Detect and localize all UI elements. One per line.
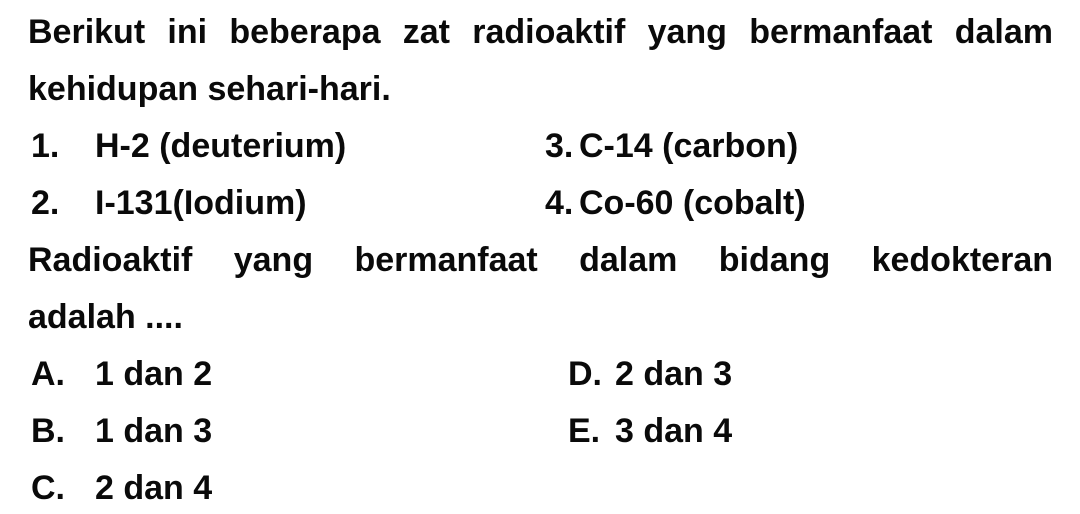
option-row-b-e — [28, 403, 1053, 460]
isotope-label-3: C-14 (carbon) — [579, 127, 799, 165]
isotope-number-1: 1. — [31, 127, 60, 165]
option-text-a: 1 dan 2 — [95, 355, 213, 393]
option-letter-c: C. — [31, 469, 65, 507]
isotope-number-4: 4. — [545, 184, 574, 222]
question-line-1: Radioaktif yang bermanfaat dalam bidang kedokteran — [28, 241, 1053, 279]
option-letter-d: D. — [568, 355, 602, 393]
question-line-2: adalah .... — [28, 298, 183, 336]
option-row-a-d — [28, 346, 1053, 403]
isotope-row-2 — [28, 175, 1053, 232]
option-text-e: 3 dan 4 — [615, 412, 733, 450]
option-text-b: 1 dan 3 — [95, 412, 213, 450]
isotope-label-4: Co-60 (cobalt) — [579, 184, 806, 222]
intro-line-2: kehidupan sehari-hari. — [28, 70, 391, 108]
isotope-number-2: 2. — [31, 184, 60, 222]
option-letter-a: A. — [31, 355, 65, 393]
isotope-label-1: H-2 (deuterium) — [95, 127, 347, 165]
option-letter-b: B. — [31, 412, 65, 450]
option-row-c — [28, 460, 1053, 514]
option-letter-e: E. — [568, 412, 601, 450]
isotope-label-2: I-131(Iodium) — [95, 184, 307, 222]
isotope-row-1 — [28, 118, 1053, 175]
option-text-d: 2 dan 3 — [615, 355, 733, 393]
intro-line-1: Berikut ini beberapa zat radioaktif yang bermanfaat dalam — [28, 13, 1053, 51]
isotope-number-3: 3. — [545, 127, 574, 165]
option-text-c: 2 dan 4 — [95, 469, 213, 507]
